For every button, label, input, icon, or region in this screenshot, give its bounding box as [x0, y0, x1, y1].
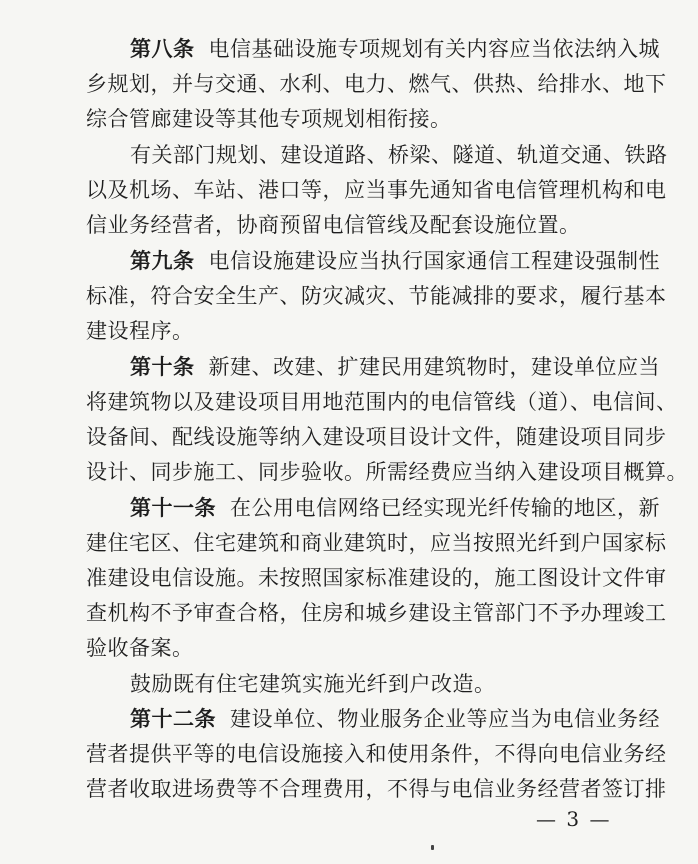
article-12-line-3: 营者收取进场费等不合理费用，不得与电信业务经营者签订排	[86, 777, 667, 801]
article-10-heading: 第十条	[130, 354, 195, 379]
article-8-line-1	[130, 35, 660, 63]
page-number: — 3 —	[536, 807, 612, 831]
article-10-line-4: 设计、同步施工、同步验收。所需经费应当纳入建设项目概算。	[86, 460, 688, 484]
article-11-line-3: 准建设电信设施。未按照国家标准建设的，施工图设计文件审	[86, 566, 667, 590]
article-11-line-1	[130, 494, 660, 522]
article-8-heading: 第八条	[130, 36, 195, 61]
article-9-line-2: 标准，符合安全生产、防灾减灾、节能减排的要求，履行基本	[86, 284, 667, 308]
article-10-text: 新建、改建、扩建民用建筑物时，建设单位应当	[208, 355, 660, 379]
article-11-line-2: 建住宅区、住宅建筑和商业建筑时，应当按照光纤到户国家标	[86, 531, 667, 555]
article-11-para2-line-1: 鼓励既有住宅建筑实施光纤到户改造。	[130, 672, 496, 696]
article-10-line-3: 设备间、配线设施等纳入建设项目设计文件，随建设项目同步	[86, 425, 667, 449]
article-12-text: 建设单位、物业服务企业等应当为电信业务经	[230, 707, 660, 731]
article-8-line-2: 乡规划，并与交通、水利、电力、燃气、供热、给排水、地下	[86, 72, 667, 96]
article-8-para2-line-1: 有关部门规划、建设道路、桥梁、隧道、轨道交通、铁路	[130, 143, 668, 167]
article-11-line-4: 查机构不予审查合格，住房和城乡建设主管部门不予办理竣工	[86, 601, 667, 625]
article-11-heading: 第十一条	[130, 495, 216, 520]
article-11-text: 在公用电信网络已经实现光纤传输的地区，新	[230, 496, 660, 520]
scan-speck	[431, 845, 434, 850]
article-12-heading: 第十二条	[130, 706, 216, 731]
article-9-line-3: 建设程序。	[86, 319, 194, 343]
article-8-para2-line-2: 以及机场、车站、港口等，应当事先通知省电信管理机构和电	[86, 178, 667, 202]
article-12-line-2: 营者提供平等的电信设施接入和使用条件，不得向电信业务经	[86, 742, 667, 766]
article-8-para2-line-3: 信业务经营者，协商预留电信管线及配套设施位置。	[86, 213, 581, 237]
article-9-heading: 第九条	[130, 248, 195, 273]
article-12-line-1	[130, 705, 660, 733]
article-10-line-2: 将建筑物以及建设项目用地范围内的电信管线（道）、电信间、	[86, 390, 678, 414]
article-8-text: 电信基础设施专项规划有关内容应当依法纳入城	[208, 37, 660, 61]
article-9-text: 电信设施建设应当执行国家通信工程建设强制性	[208, 249, 660, 273]
article-9-line-1	[130, 247, 660, 275]
article-10-line-1	[130, 353, 660, 381]
article-8-line-3: 综合管廊建设等其他专项规划相衔接。	[86, 107, 452, 131]
article-11-line-5: 验收备案。	[86, 636, 194, 660]
